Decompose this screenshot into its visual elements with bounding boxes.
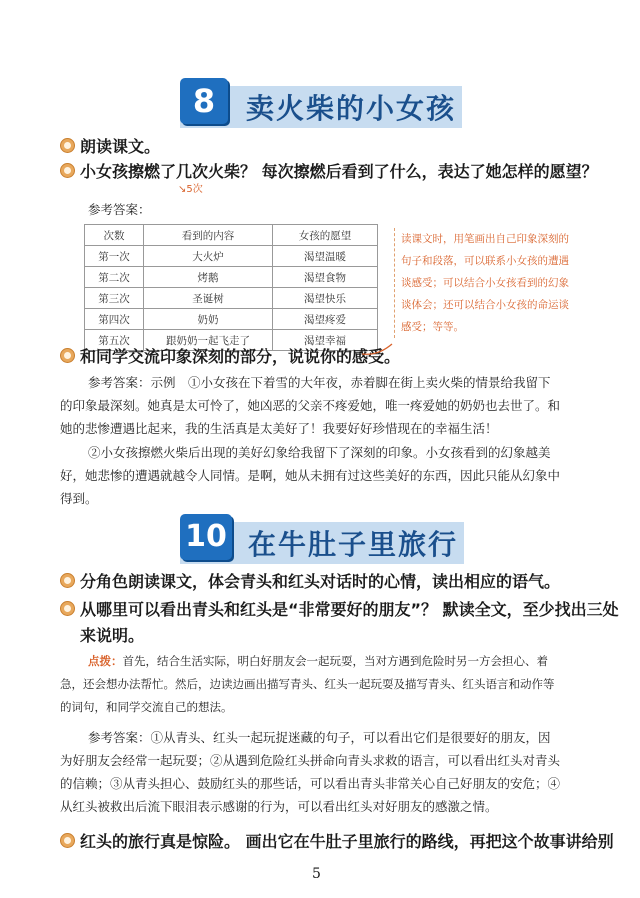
lesson10-hint xyxy=(60,650,560,719)
table-cell: 圣诞树 xyxy=(144,288,273,309)
question-bullet-icon xyxy=(60,138,75,153)
hint-text: 首先，结合生活实际，明白好朋友会一起玩耍，当对方遇到危险时另一方会担心、着急，还会想办法帮忙。然后，边读边画出描写青头、红头一起玩耍及描写青头、红头语言和动作等的词句，和同学交流自己的想法。 xyxy=(60,654,555,714)
handwritten-annotation: ↘5次 xyxy=(178,184,203,195)
lesson10-q2-line1: 从哪里可以看出青头和红头是“非常要好的朋友”？ 默读全文，至少找出三处 xyxy=(80,600,619,619)
question-bullet-icon xyxy=(60,348,75,363)
table-cell: 第一次 xyxy=(85,246,144,267)
side-note: 读课文时，用笔画出自己印象深刻的句子和段落，可以联系小女孩的遭遇谈感受；可以结合小女孩看到的幻象谈体会；还可以结合小女孩的命运谈感受；等等。 xyxy=(394,228,577,338)
lesson-10-title: 在牛肚子里旅行 xyxy=(248,528,459,561)
hint-label: 点拨： xyxy=(88,654,123,668)
answer-label: 参考答案： xyxy=(88,202,151,217)
table-cell: 渴望幸福 xyxy=(273,330,378,351)
table-cell: 渴望疼爱 xyxy=(273,309,378,330)
lesson8-q2: 小女孩擦燃了几次火柴？ 每次擦燃后看到了什么，表达了她怎样的愿望？ xyxy=(80,162,598,181)
table-cell: 烤鹅 xyxy=(144,267,273,288)
lesson-8-title: 卖火柴的小女孩 xyxy=(246,92,457,125)
lesson8-q3-answer-2: ②小女孩擦燃火柴后出现的美好幻象给我留下了深刻的印象。小女孩看到的幻象越美好，她悲惨的遭遇就越令人同情。是啊，她从未拥有过这些美好的东西，因此只能从幻象中得到。 xyxy=(60,445,561,506)
table-row xyxy=(85,246,378,267)
question-bullet-icon xyxy=(60,833,75,848)
lesson8-q3-answer-1: 参考答案：示例 ①小女孩在下着雪的大年夜，赤着脚在街上卖火柴的情景给我留下的印象最深刻。她真是太可怜了，她凶恶的父亲不疼爱她，唯一疼爱她的奶奶也去世了。和她的悲惨遭遇比起来，我的生活真是太美好了！我要好好珍惜现在的幸福生活！ xyxy=(60,375,561,436)
table-header: 看到的内容 xyxy=(144,225,273,246)
question-bullet-icon xyxy=(60,573,75,588)
table-row xyxy=(85,267,378,288)
lesson-10-number: 10 xyxy=(180,514,232,560)
lesson10-q2-line2: 来说明。 xyxy=(80,626,145,645)
lesson-8-number: 8 xyxy=(180,78,228,124)
table-cell: 第二次 xyxy=(85,267,144,288)
question-bullet-icon xyxy=(60,163,75,178)
table-cell: 渴望温暖 xyxy=(273,246,378,267)
table-cell: 奶奶 xyxy=(144,309,273,330)
table-cell: 渴望食物 xyxy=(273,267,378,288)
table-cell: 第三次 xyxy=(85,288,144,309)
table-cell: 第五次 xyxy=(85,330,144,351)
arrow-icon xyxy=(360,340,396,360)
answer-table xyxy=(84,224,378,351)
lesson10-q3: 红头的旅行真是惊险。 画出它在牛肚子里旅行的路线，再把这个故事讲给别 xyxy=(80,832,614,851)
table-header-row xyxy=(85,225,378,246)
table-cell: 渴望快乐 xyxy=(273,288,378,309)
table-header: 次数 xyxy=(85,225,144,246)
lesson8-q1: 朗读课文。 xyxy=(80,137,161,156)
table-cell: 跟奶奶一起飞走了 xyxy=(144,330,273,351)
table-cell: 第四次 xyxy=(85,309,144,330)
lesson10-answer: 参考答案：①从青头、红头一起玩捉迷藏的句子，可以看出它们是很要好的朋友，因为好朋友会经常一起玩耍；②从遇到危险红头拼命向青头求救的语言，可以看出红头对青头的信赖；③从青头担心、鼓励红头的那些话，可以看出青头非常关心自己好朋友的安危；④从红头被救出后流下眼泪表示感谢的行为，可以看出红头对好朋友的感激之情。 xyxy=(60,730,561,814)
lesson8-q3: 和同学交流印象深刻的部分，说说你的感受。 xyxy=(80,347,401,366)
question-bullet-icon xyxy=(60,601,75,616)
table-row xyxy=(85,288,378,309)
page-number: 5 xyxy=(312,866,321,882)
lesson10-q1: 分角色朗读课文，体会青头和红头对话时的心情，读出相应的语气。 xyxy=(80,572,561,591)
table-row xyxy=(85,309,378,330)
table-cell: 大火炉 xyxy=(144,246,273,267)
table-header: 女孩的愿望 xyxy=(273,225,378,246)
